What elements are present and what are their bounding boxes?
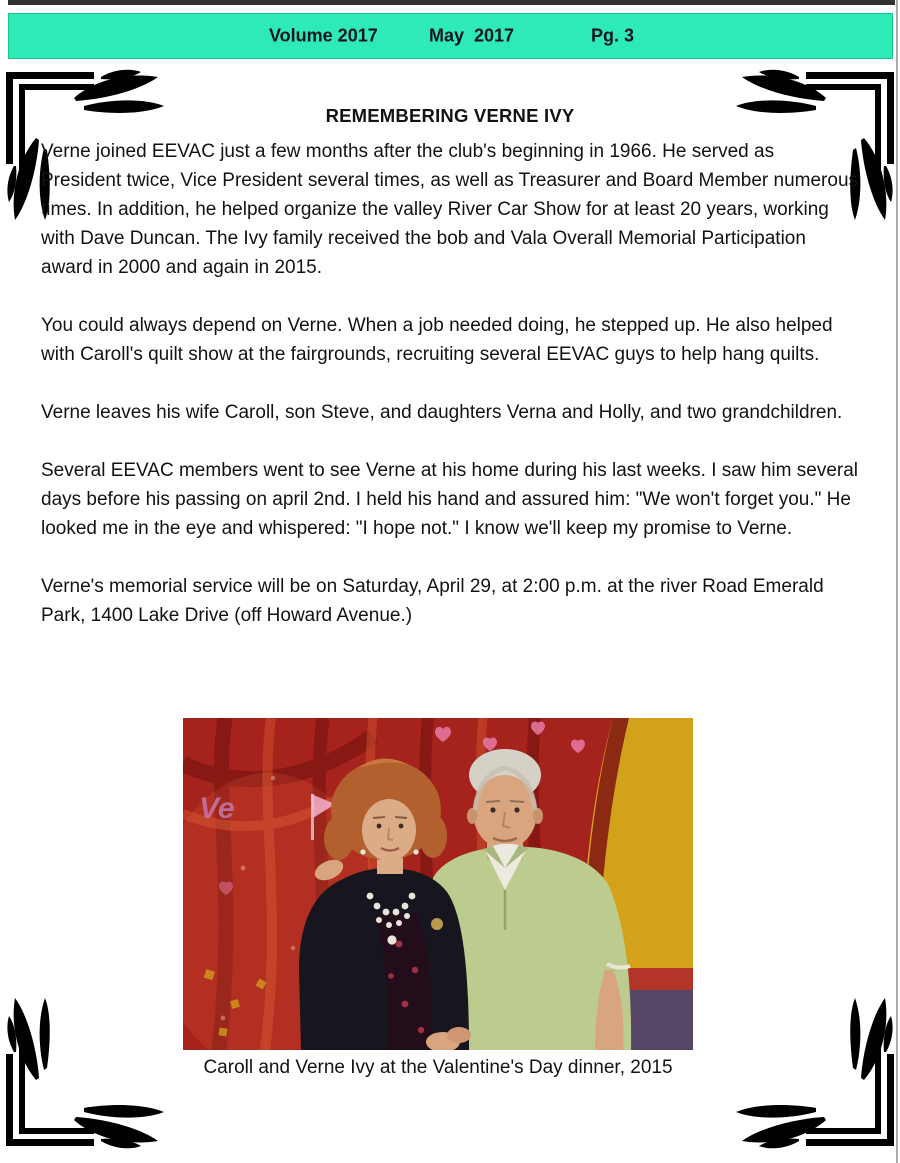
article-paragraph-1: Verne joined EEVAC just a few months after the club's beginning in 1966. He served as President twice, Vice President several times, as well as Treasurer and Board Member numerous times. In addition, he helped organize the valley River Car Show for at least 20 years, working with Dave Duncan. The Ivy family received the bob and Vala Overall Memorial Participation award in 2000 and again in 2015. xyxy=(41,141,859,278)
volume-label: Volume 2017 xyxy=(269,25,378,46)
article-paragraph-4: Several EEVAC members went to see Verne at his home during his last weeks. I saw him several days before his passing on april 2nd. I held his hand and assured him: "We won't forget you." He looked me in the eye and whispered: "I hope not." I know we'll keep my promise to Verne. xyxy=(41,460,859,539)
article xyxy=(41,104,859,659)
page-number-label: Pg. 3 xyxy=(591,25,635,46)
article-paragraph-5: Verne's memorial service will be on Saturday, April 29, at 2:00 p.m. at the river Road Emerald Park, 1400 Lake Drive (off Howard Avenue.) xyxy=(41,576,824,626)
corner-flourish-icon-bottom-left xyxy=(6,995,171,1150)
header-bar xyxy=(8,13,893,59)
issue-month-label: May 2017 xyxy=(429,25,515,46)
article-paragraph-3: Verne leaves his wife Caroll, son Steve, and daughters Verna and Holly, and two grandchildren. xyxy=(41,402,843,423)
memorial-photo-figure xyxy=(183,718,693,1079)
memorial-photo xyxy=(183,718,693,1050)
right-edge-rule xyxy=(896,0,898,1163)
curtain-decoration-text: Ve xyxy=(199,792,235,825)
top-rule xyxy=(8,0,895,5)
photo-caption: Caroll and Verne Ivy at the Valentine's Day dinner, 2015 xyxy=(203,1057,673,1078)
article-paragraph-2: You could always depend on Verne. When a job needed doing, he stepped up. He also helped with Caroll's quilt show at the fairgrounds, recruiting several EEVAC guys to help hang quilts. xyxy=(41,315,833,365)
article-title: REMEMBERING VERNE IVY xyxy=(325,105,575,126)
corner-flourish-icon-bottom-right xyxy=(729,995,894,1150)
